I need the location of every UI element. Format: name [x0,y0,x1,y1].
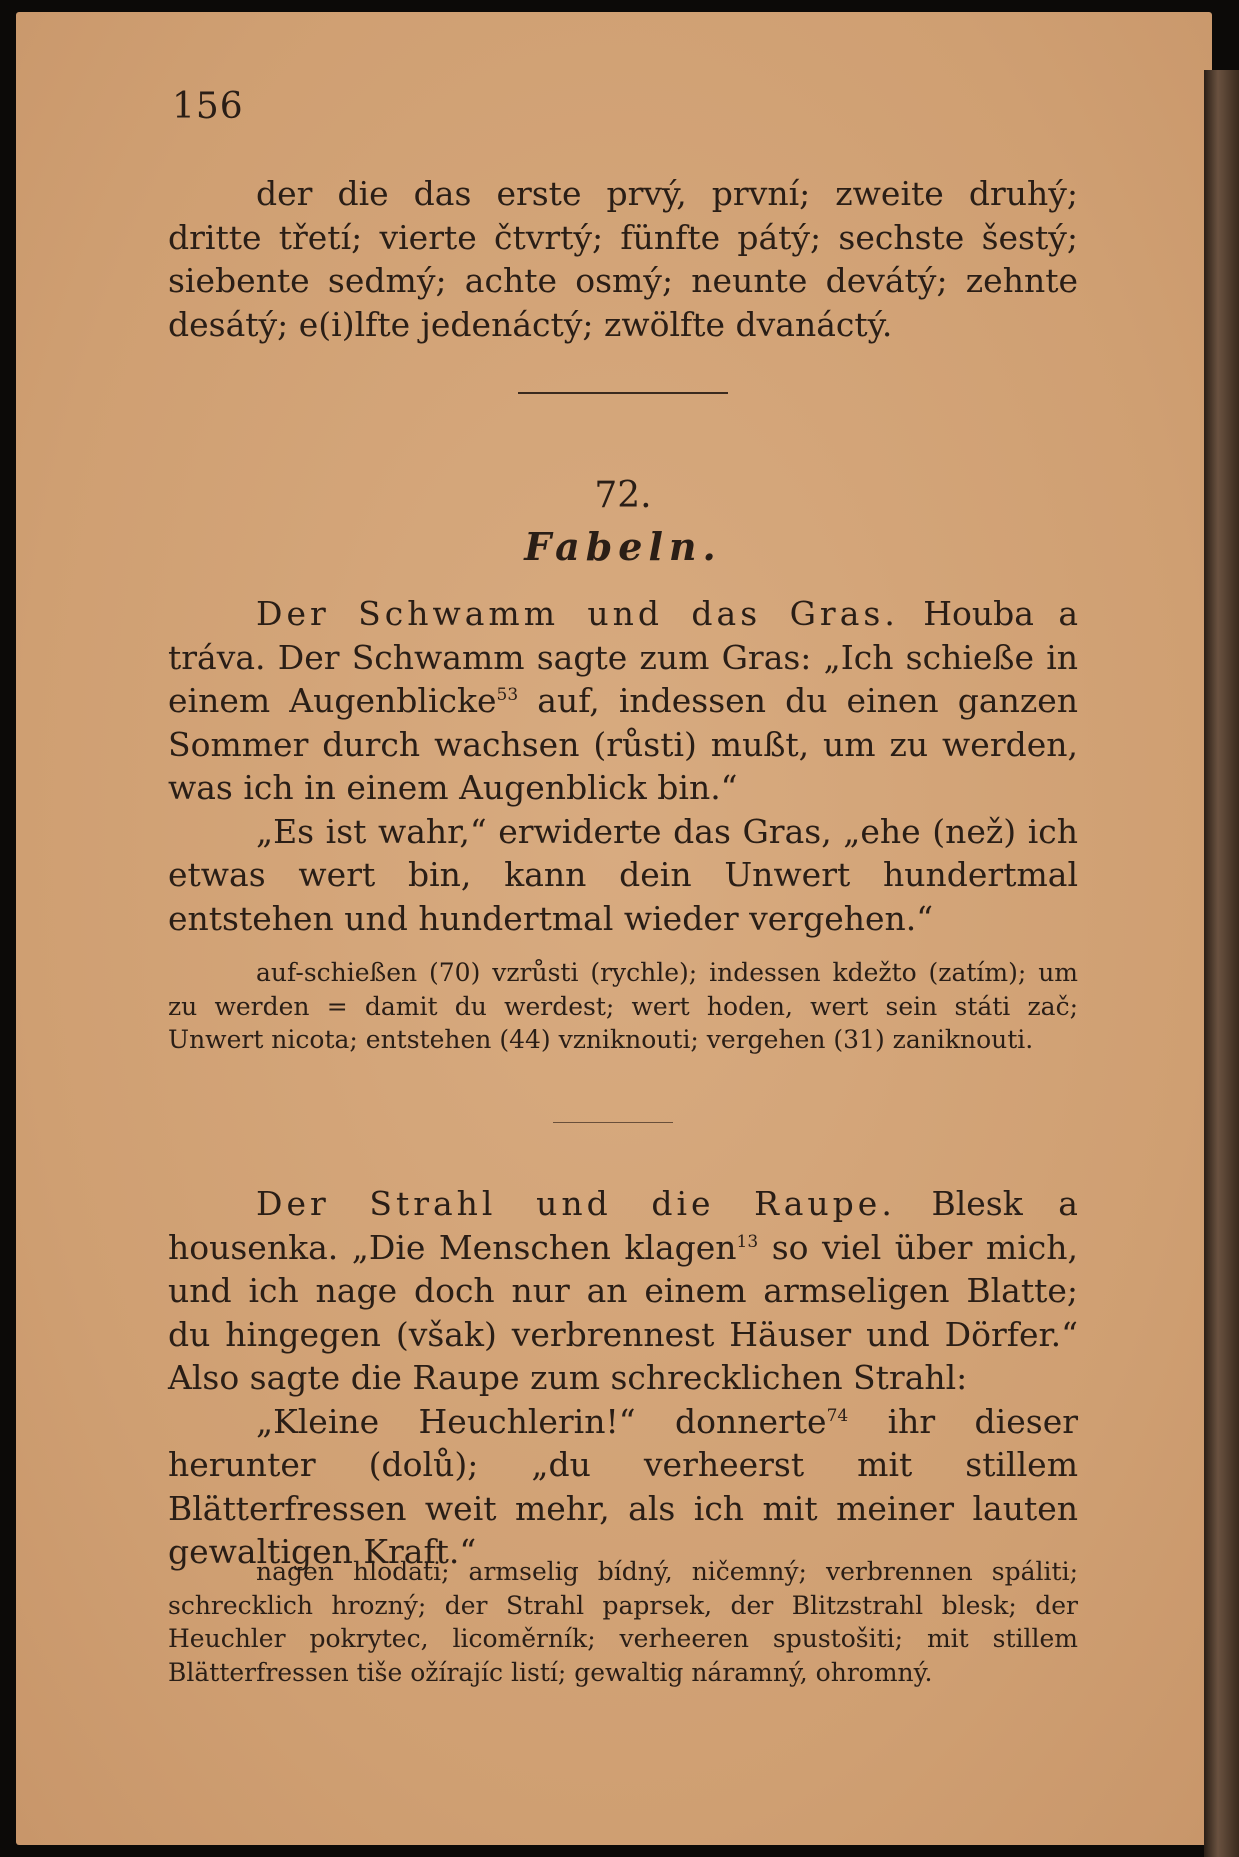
fable-title-de: Der Strahl und die Raupe. [256,1184,896,1223]
fable-text: auf, indessen du einen ganzen Sommer durch wachsen (růsti) mußt, um zu werden, was ich in einem Augenblick bin.“ [168,681,1079,807]
fable-title-cz: Blesk a housenka. [168,1184,1078,1267]
fable-schwamm-gras [168,592,1078,940]
section-number: 72. [594,475,652,516]
book-page [16,12,1212,1845]
fable-text: so viel über mich, und ich nage doch nur an einem armseligen Blatte; du hingegen (však) verbrennest Häuser und Dörfer.“ Also sagte die Raupe zum schrecklichen Strahl: [168,1227,1078,1397]
fable-text: Der Schwamm sagte zum Gras: „Ich schieße in einem Augenblicke [168,637,1079,720]
section-title: Fabeln. [524,524,722,569]
fable-divider [553,1122,673,1123]
intro-paragraph: der die das erste prvý, první; zweite druhý; dritte třetí; vierte čtvrtý; fünfte pátý; sechste šestý; siebente sedmý; achte osmý; neunte devátý; zehnte desátý; e(i)lfte jedenáctý; zwölfte dvanáctý. [168,174,1078,344]
fable-paragraph [168,1182,1078,1400]
book-edge [1204,70,1239,1857]
fable-text: „Kleine Heuchlerin!“ donnerte [256,1401,827,1441]
footnote-ref: 53 [496,685,519,705]
fable-paragraph [168,592,1078,810]
vocabulary-notes: nagen hlodati; armselig bídný, ničemný; verbrennen spáliti; schrecklich hrozný; der Strahl paprsek, der Blitzstrahl blesk; der Heuchler pokrytec, licoměrník; verheeren spustošiti; mit stillem Blätterfressen tiše ožírajíc listí; gewaltig náramný, ohromný. [168,1557,1078,1687]
fable-paragraph: „Es ist wahr,“ erwiderte das Gras, „ehe (než) ich etwas wert bin, kann dein Unwert hundertmal entstehen und hundertmal wieder vergehen.“ [168,811,1078,938]
fable-text: ihr dieser herunter (dolů); „du verheerst mit stillem Blätterfressen weit mehr, als ich mit meiner lauten gewaltigen Kraft.“ [168,1401,1078,1571]
section-divider [518,392,728,394]
page-number: 156 [172,86,244,127]
vocabulary-notes: auf-schießen (70) vzrůsti (rychle); indessen kdežto (zatím); um zu werden = damit du werdest; wert hoden, wert sein státi zač; Unwert nicota; entstehen (44) vzniknouti; vergehen (31) zaniknouti. [168,958,1078,1054]
fable-title-de: Der Schwamm und das Gras. [256,594,899,633]
fable-text: „Die Menschen klagen [351,1227,737,1267]
footnote-ref: 74 [826,1405,849,1426]
fable-strahl-raupe [168,1182,1078,1574]
fable-title-cz: Houba a tráva. [168,594,1078,677]
fable-paragraph [168,1400,1078,1574]
footnote-ref: 13 [736,1231,759,1252]
